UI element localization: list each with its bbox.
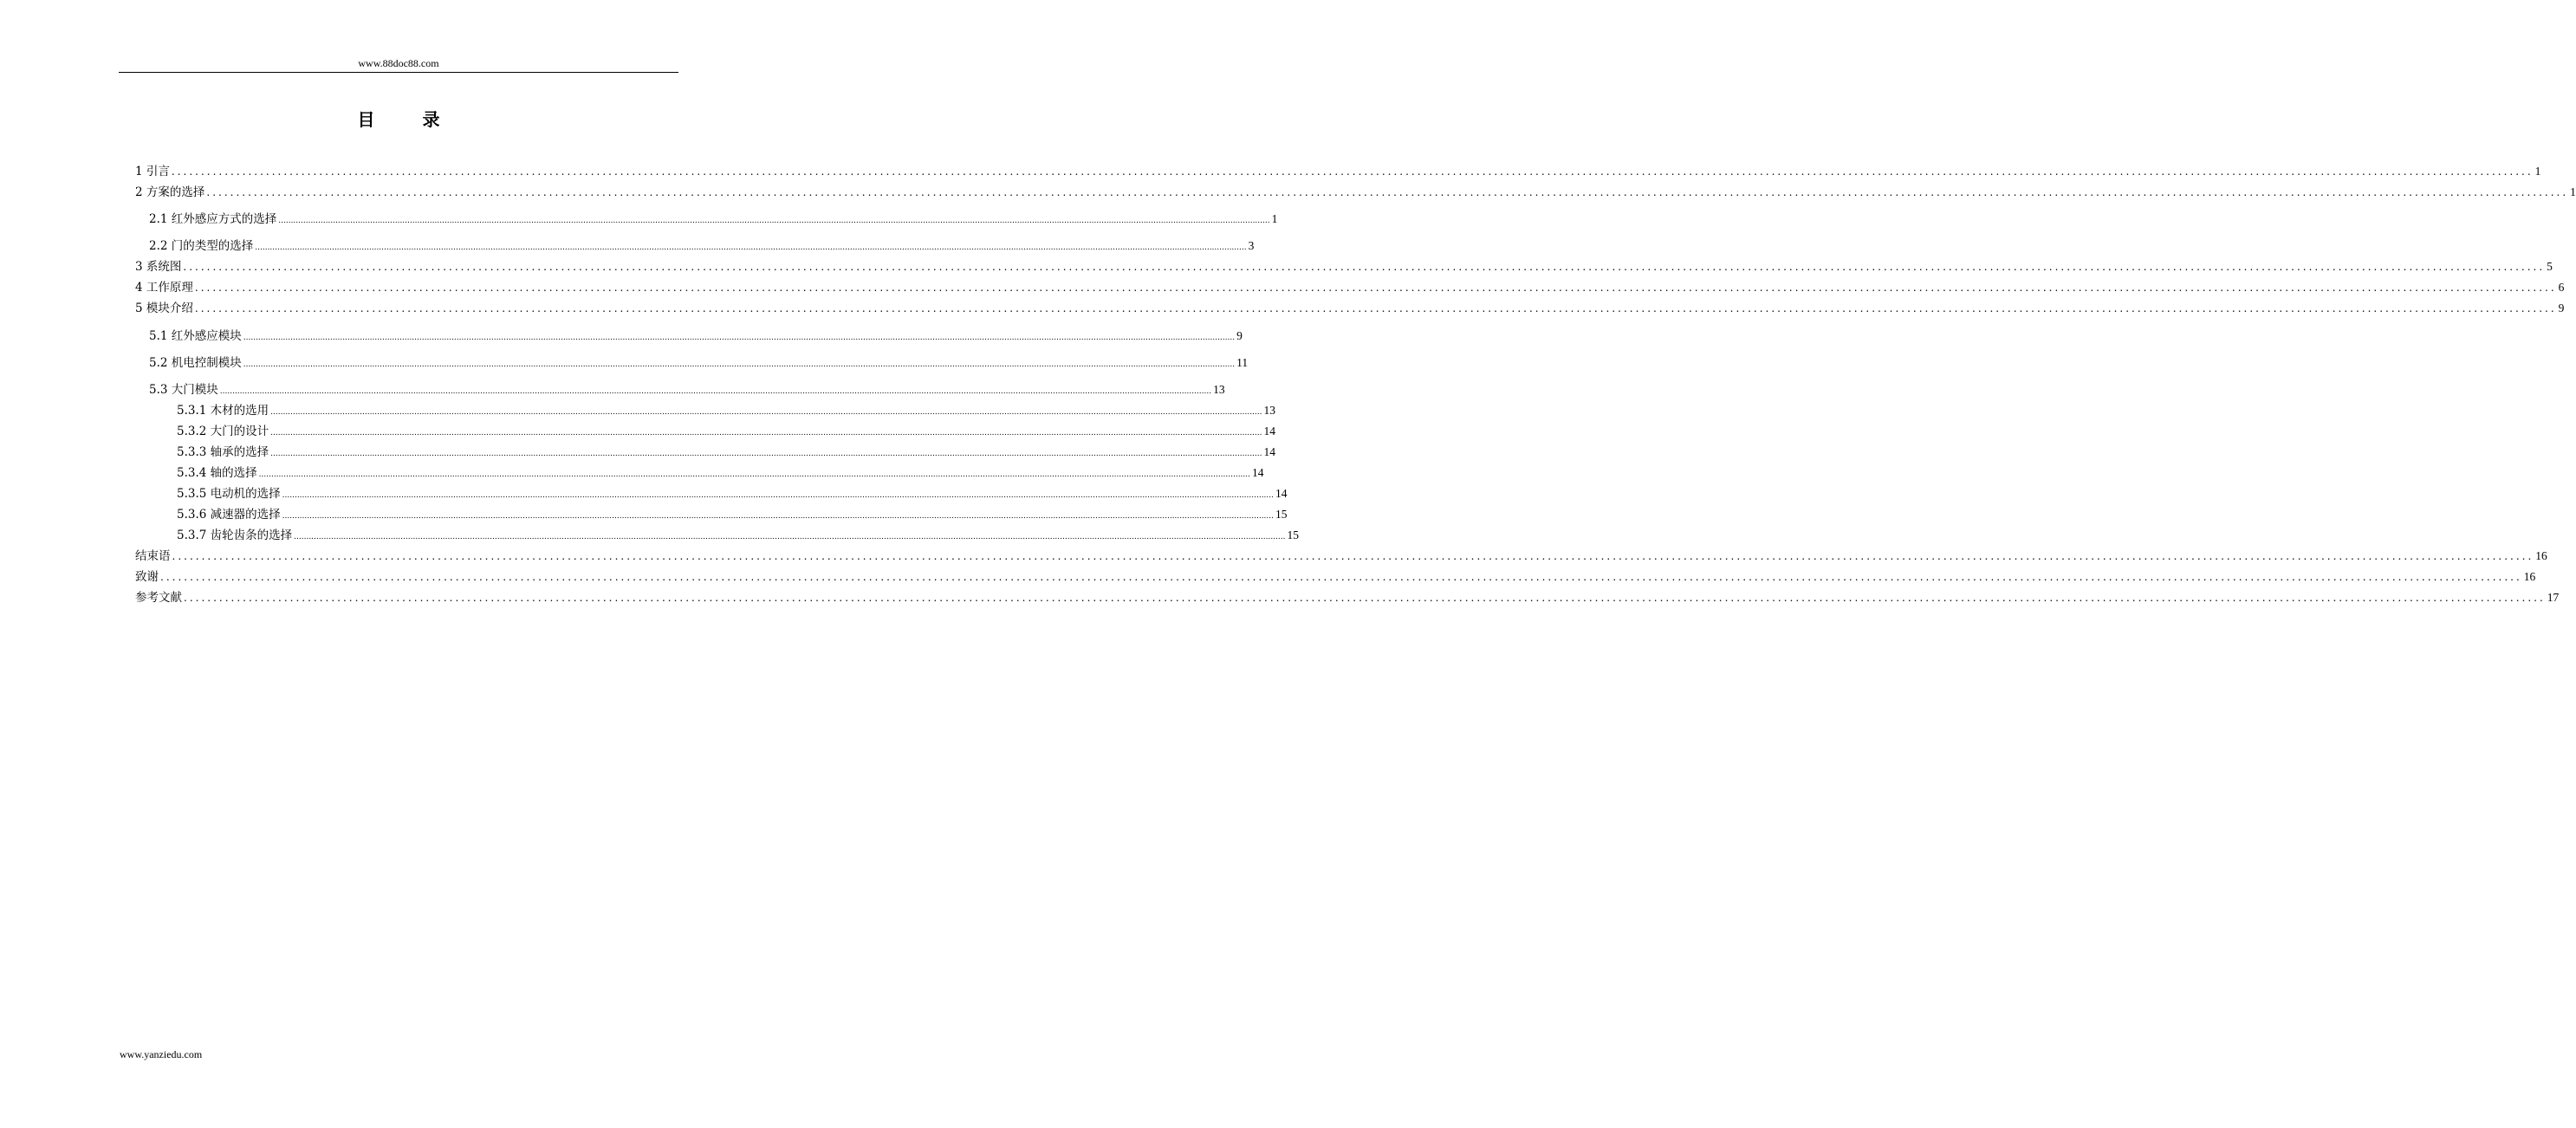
toc-entry-page: 11 [1236,356,1249,369]
toc-entry[interactable] [177,504,1288,522]
toc-leader-dots: ................................................................................................................................................................................................................................................................................................................................................................................................................ [183,261,2546,273]
toc-entry-label: 参考文献 [135,591,182,605]
toc-leader-dots: ................................................................................................................................................................................................................................................................................................................................................................................................................ [171,165,2534,178]
toc-entry-page: 14 [1252,466,1264,479]
toc-entry-label: 5.3.7 齿轮齿条的选择 [177,528,293,542]
toc-entry-page: 15 [1287,528,1299,541]
toc-entry-label: 5.3.1 木材的选用 [177,404,269,418]
toc-entry[interactable] [177,463,1264,480]
toc-entry-page: 13 [1213,383,1225,396]
toc-entry-label: 2.1 红外感应方式的选择 [149,212,277,226]
toc-entry-label: 5.2 机电控制模块 [149,356,242,370]
toc-entry-page: 14 [1263,445,1275,458]
toc-entry[interactable] [177,483,1288,501]
toc-entry[interactable] [135,587,2560,605]
toc-entry-label: 5.3.3 轴承的选择 [177,445,269,459]
toc-entry[interactable] [135,277,2565,295]
toc-entry-page: 9 [1236,329,1243,342]
toc-entry-page: 14 [1263,425,1275,438]
toc-entry-page: 15 [1275,508,1288,521]
toc-entry-page: 9 [2558,301,2565,314]
toc-entry-label: 5.3.4 轴的选择 [177,466,257,480]
toc-entry-label: 结束语 [135,549,171,563]
toc-entry-page: 17 [2547,591,2560,604]
toc-entry-page: 6 [2558,281,2565,294]
toc-entry-page: 1 [1271,212,1278,225]
toc-entry[interactable] [135,256,2553,274]
toc-leader-dots: ................................................................................................................................................................................................................................................................................................................................................................................................................ [270,429,1262,438]
toc-leader-dots: ................................................................................................................................................................................................................................................................................................................................................................................................................ [243,360,1236,369]
toc-leader-dots: ................................................................................................................................................................................................................................................................................................................................................................................................................ [270,408,1262,417]
toc-entry-page: 16 [2523,570,2536,583]
toc-entry-page: 1 [2570,185,2576,198]
toc-entry-label: 5 模块介绍 [135,301,193,315]
toc-leader-dots: ................................................................................................................................................................................................................................................................................................................................................................................................................ [219,387,1212,396]
toc-leader-dots: ................................................................................................................................................................................................................................................................................................................................................................................................................ [282,491,1274,500]
toc-entry-page: 16 [2535,549,2547,562]
toc-entry-label: 5.3.6 减速器的选择 [177,508,281,522]
footer-url: www.yanziedu.com [120,1048,203,1060]
toc-entry-page: 14 [1275,487,1288,500]
toc-leader-dots: ................................................................................................................................................................................................................................................................................................................................................................................................................ [194,302,2557,314]
toc-entry-label: 致谢 [135,570,159,584]
toc-entry-label: 3 系统图 [135,260,182,274]
toc-entry-label: 5.1 红外感应模块 [149,329,242,343]
toc-leader-dots: ................................................................................................................................................................................................................................................................................................................................................................................................................ [206,186,2569,198]
toc-leader-dots: ................................................................................................................................................................................................................................................................................................................................................................................................................ [258,470,1250,479]
toc-entry-page: 5 [2547,260,2553,273]
toc-entry-label: 2.2 门的类型的选择 [149,239,254,253]
toc-entry[interactable] [149,209,1278,226]
toc-entry[interactable] [135,567,2536,584]
toc-leader-dots: ................................................................................................................................................................................................................................................................................................................................................................................................................ [184,592,2546,604]
toc-entry[interactable] [177,525,1299,542]
toc-entry-label: 4 工作原理 [135,281,193,295]
toc-entry-label: 5.3.5 电动机的选择 [177,487,281,501]
toc-leader-dots: ................................................................................................................................................................................................................................................................................................................................................................................................................ [172,550,2534,562]
toc-entry[interactable] [135,546,2547,563]
toc-leader-dots: ................................................................................................................................................................................................................................................................................................................................................................................................................ [270,450,1262,458]
toc-leader-dots: ................................................................................................................................................................................................................................................................................................................................................................................................................ [282,512,1274,521]
header-url: www.88doc88.com [358,57,439,69]
toc-entry-page: 13 [1263,404,1275,417]
toc-entry-page: 3 [1248,239,1255,252]
toc-entry[interactable] [149,326,1243,343]
toc-leader-dots: ................................................................................................................................................................................................................................................................................................................................................................................................................ [294,533,1286,541]
toc-leader-dots: ................................................................................................................................................................................................................................................................................................................................................................................................................ [194,282,2557,294]
toc-entry[interactable] [177,442,1275,459]
toc-leader-dots: ................................................................................................................................................................................................................................................................................................................................................................................................................ [243,334,1236,342]
toc-entry[interactable] [149,236,1255,253]
toc-entry-label: 5.3.2 大门的设计 [177,425,269,438]
toc-entry[interactable] [149,379,1225,397]
toc-entry[interactable] [149,353,1249,370]
toc-entry-label: 2 方案的选择 [135,185,205,199]
toc-leader-dots: ................................................................................................................................................................................................................................................................................................................................................................................................................ [278,217,1270,225]
toc-entry-label: 5.3 大门模块 [149,383,218,397]
toc-entry[interactable] [135,161,2541,178]
toc-leader-dots: ................................................................................................................................................................................................................................................................................................................................................................................................................ [255,243,1247,252]
toc-entry-label: 1 引言 [135,165,170,178]
page-title: 目 录 [357,109,461,130]
toc-entry[interactable] [135,298,2565,315]
toc-entry[interactable] [177,400,1275,418]
toc-entry[interactable] [177,421,1275,438]
toc-entry[interactable] [135,182,2576,199]
toc-entry-page: 1 [2534,165,2541,178]
toc-leader-dots: ................................................................................................................................................................................................................................................................................................................................................................................................................ [160,571,2522,583]
